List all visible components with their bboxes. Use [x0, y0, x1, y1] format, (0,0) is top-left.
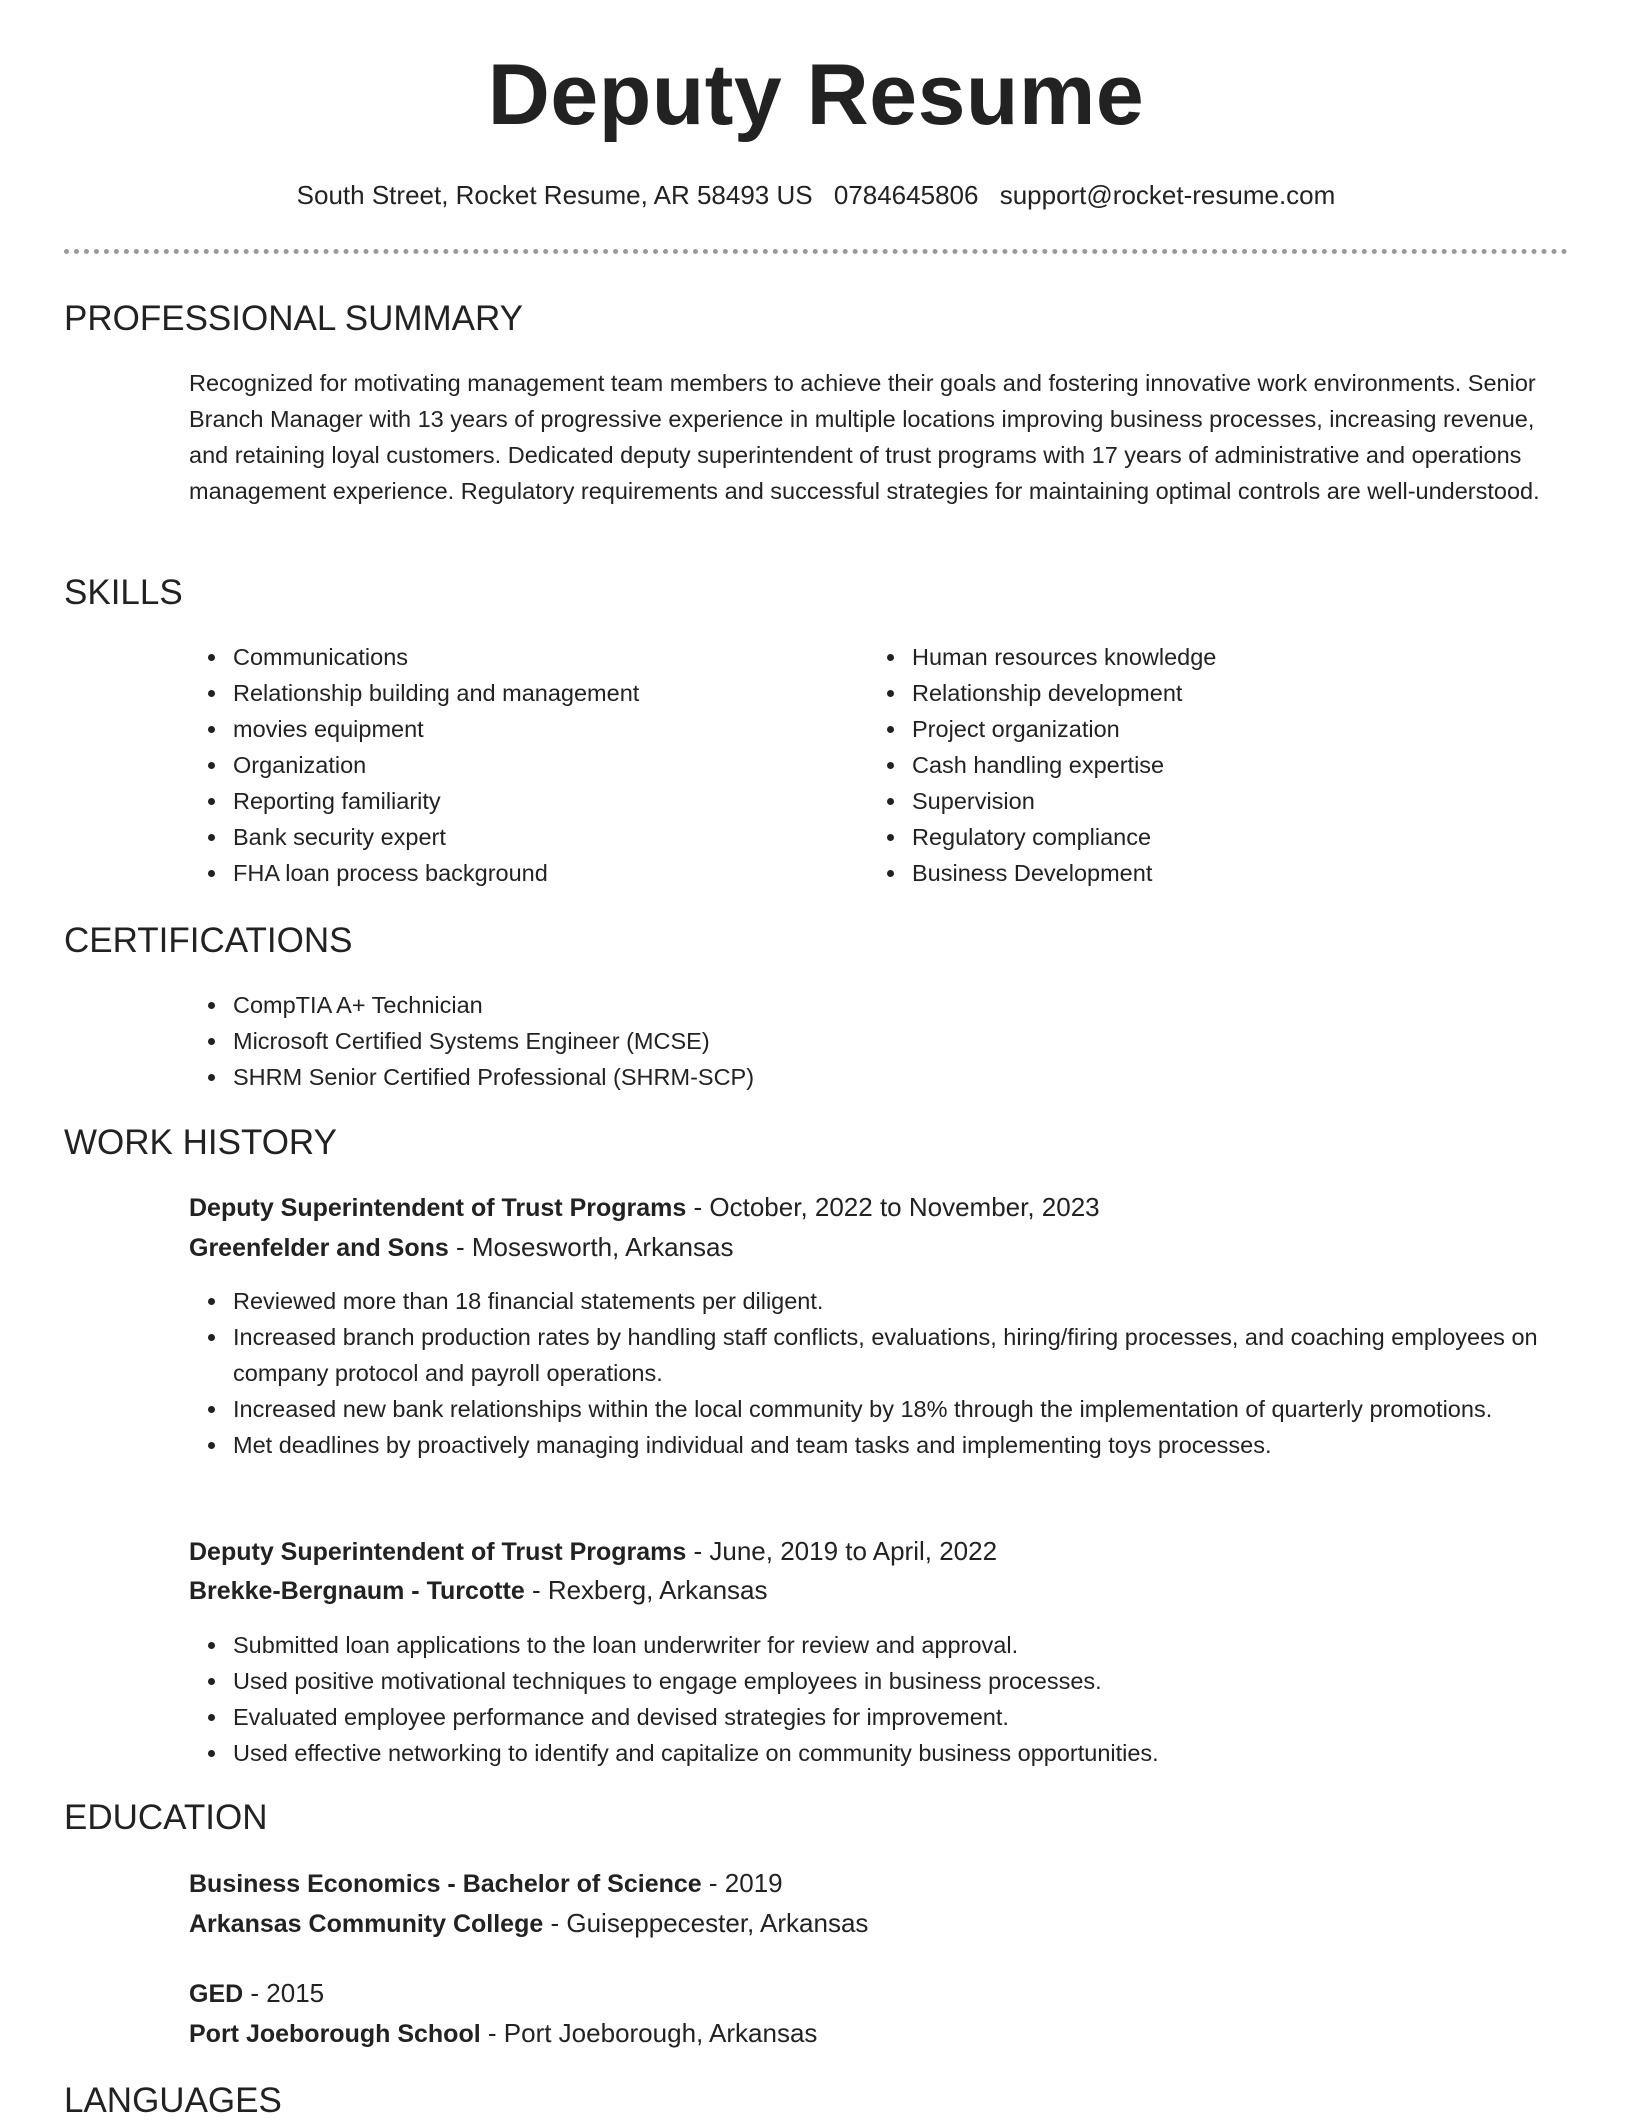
job-bullet: Met deadlines by proactively managing individual and team tasks and implementing toys processes.	[233, 1427, 1563, 1463]
job-title: Deputy Superintendent of Trust Programs	[189, 1194, 687, 1222]
skill-item: FHA loan process background	[233, 855, 853, 891]
job-bullets	[189, 1283, 1563, 1463]
languages-heading: LANGUAGES	[64, 2081, 282, 2120]
skill-item: Relationship development	[912, 675, 1532, 711]
skills-list-left	[189, 639, 853, 891]
job-title-line	[189, 1536, 997, 1567]
job-title-line	[189, 1192, 1100, 1223]
resume-name: Deputy Resume	[487, 47, 1145, 143]
contact-line	[0, 180, 1632, 211]
education-school-line	[189, 1908, 868, 1939]
education-degree-line	[189, 1978, 324, 2009]
job-title: Deputy Superintendent of Trust Programs	[189, 1538, 687, 1566]
skill-item: movies equipment	[233, 711, 853, 747]
job-location: - Mosesworth, Arkansas	[448, 1232, 734, 1262]
job-dates: - June, 2019 to April, 2022	[686, 1536, 998, 1566]
job-bullet: Reviewed more than 18 financial statements per diligent.	[233, 1283, 1563, 1319]
education-year: - 2015	[243, 1978, 325, 2008]
job-bullet: Used effective networking to identify and capitalize on community business opportunities.	[233, 1735, 1563, 1771]
job-company: Greenfelder and Sons	[189, 1234, 449, 1262]
work-history-heading: WORK HISTORY	[64, 1123, 337, 1162]
education-degree: Business Economics - Bachelor of Science	[189, 1870, 702, 1898]
education-school-line	[189, 2018, 817, 2049]
skill-item: Supervision	[912, 783, 1532, 819]
summary-heading: PROFESSIONAL SUMMARY	[64, 299, 523, 338]
skill-item: Human resources knowledge	[912, 639, 1532, 675]
job-bullets	[189, 1627, 1563, 1771]
contact-phone: 0784645806	[833, 180, 979, 210]
skill-item: Cash handling expertise	[912, 747, 1532, 783]
job-location: - Rexberg, Arkansas	[524, 1575, 768, 1605]
education-year: - 2019	[701, 1868, 783, 1898]
skill-item: Reporting familiarity	[233, 783, 853, 819]
job-company-line	[189, 1232, 733, 1263]
certifications-heading: CERTIFICATIONS	[64, 921, 353, 960]
skills-list-right	[868, 639, 1532, 891]
education-school: Arkansas Community College	[189, 1910, 544, 1938]
job-bullet: Increased branch production rates by handling staff conflicts, evaluations, hiring/firing processes, and coaching employees on company protocol and payroll operations.	[233, 1319, 1563, 1391]
education-location: - Port Joeborough, Arkansas	[480, 2018, 818, 2048]
contact-email: support@rocket-resume.com	[999, 180, 1336, 210]
job-bullet: Submitted loan applications to the loan underwriter for review and approval.	[233, 1627, 1563, 1663]
contact-address: South Street, Rocket Resume, AR 58493 US	[296, 180, 813, 210]
certifications-list	[189, 987, 1533, 1095]
certification-item: CompTIA A+ Technician	[233, 987, 1533, 1023]
skill-item: Communications	[233, 639, 853, 675]
skill-item: Regulatory compliance	[912, 819, 1532, 855]
skill-item: Relationship building and management	[233, 675, 853, 711]
job-bullet: Used positive motivational techniques to engage employees in business processes.	[233, 1663, 1563, 1699]
job-bullet: Evaluated employee performance and devised strategies for improvement.	[233, 1699, 1563, 1735]
summary-text: Recognized for motivating management team members to achieve their goals and fostering innovative work environments. Senior Branch Manager with 13 years of progressive experience in multiple locations improving business processes, increasing revenue, and retaining loyal customers. Dedicated deputy superintendent of trust programs with 17 years of administrative and operations management experience. Regulatory requirements and successful strategies for maintaining optimal controls are well-understood.	[189, 370, 1540, 504]
job-bullet: Increased new bank relationships within the local community by 18% through the implementation of quarterly promotions.	[233, 1391, 1563, 1427]
job-dates: - October, 2022 to November, 2023	[686, 1192, 1100, 1222]
education-school: Port Joeborough School	[189, 2020, 481, 2048]
skill-item: Project organization	[912, 711, 1532, 747]
education-location: - Guiseppecester, Arkansas	[543, 1908, 869, 1938]
education-heading: EDUCATION	[64, 1798, 268, 1837]
skills-heading: SKILLS	[64, 573, 183, 612]
certification-item: SHRM Senior Certified Professional (SHRM-SCP)	[233, 1059, 1533, 1095]
skill-item: Organization	[233, 747, 853, 783]
education-degree-line	[189, 1868, 783, 1899]
job-company-line	[189, 1575, 768, 1606]
job-company: Brekke-Bergnaum - Turcotte	[189, 1577, 525, 1605]
education-degree: GED	[189, 1980, 244, 2008]
header-divider	[64, 249, 1568, 254]
skill-item: Business Development	[912, 855, 1532, 891]
skill-item: Bank security expert	[233, 819, 853, 855]
certification-item: Microsoft Certified Systems Engineer (MCSE)	[233, 1023, 1533, 1059]
